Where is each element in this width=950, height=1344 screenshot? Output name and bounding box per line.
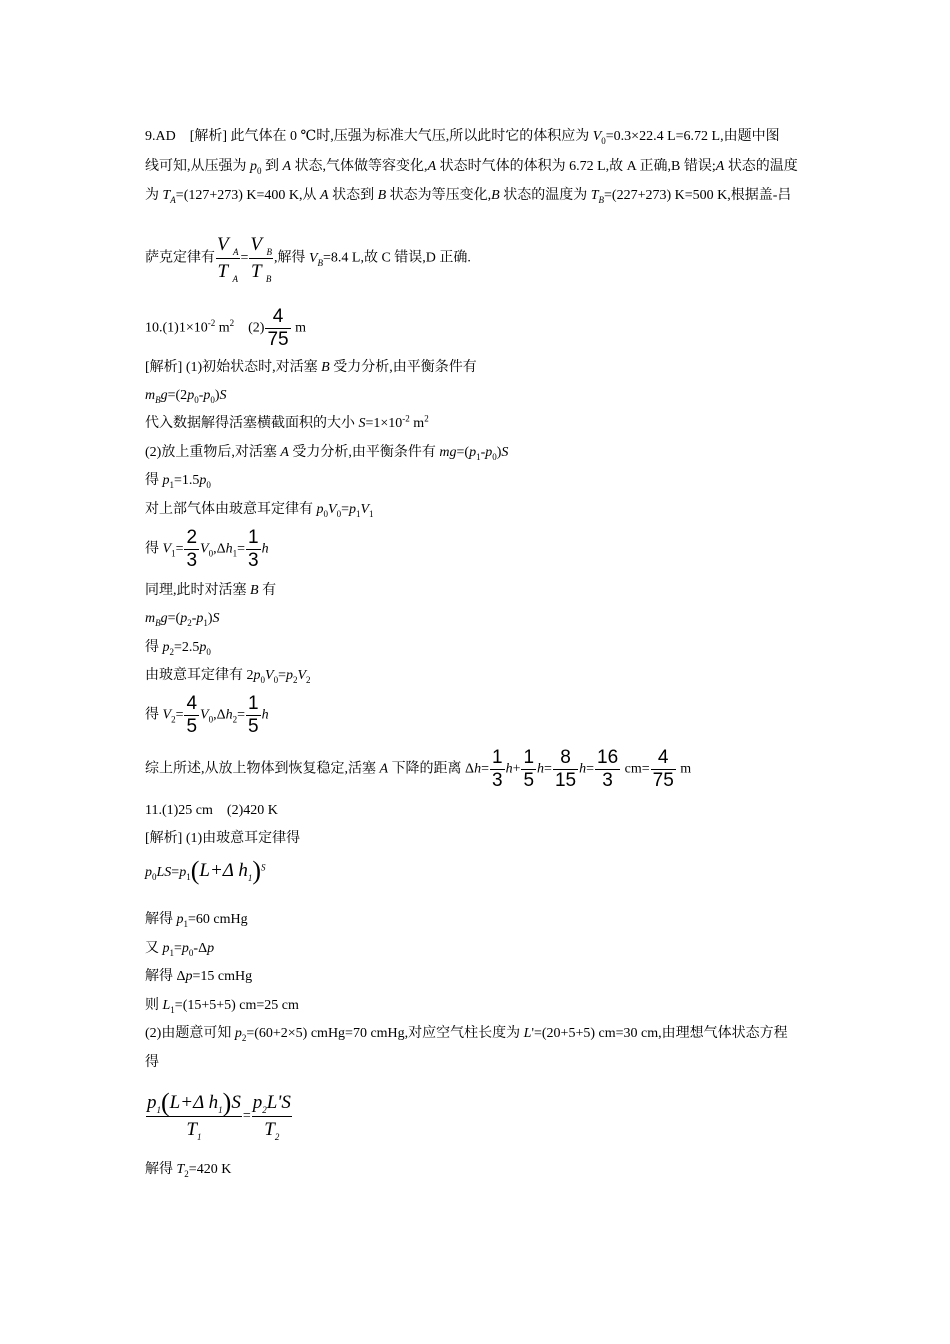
q10-boyle-upper: 对上部气体由玻意耳定律有 $p_0V_0=p_1V_1$ <box>145 502 374 519</box>
q11-answer: 11.(1)25 cm (2)420 K <box>145 803 278 818</box>
fraction-right: $\frac{p_2L'S}{T_2}$ <box>252 1092 291 1142</box>
q10-part2: (2)放上重物后,对活塞 A 受力分析,由平衡条件有 $mg=(p_1-p_0)S$ <box>145 445 509 462</box>
q11-solve-dp: 解得 Δp=15 cmHg <box>145 969 253 984</box>
q10-answer: $10.(1)1\times 10^{-2}$ $m^2$ (2) $\frac{4}{75}$ m <box>145 306 306 350</box>
q11-eq1: $p_0LS=p_1(L+\Delta$ $h_1)^S$ <box>145 856 266 885</box>
q11-then: 则 $L_1=(15+5+5)$ cm=25 cm <box>145 998 299 1015</box>
q11-also: 又 $p_1=p_0-\Delta p$ <box>145 941 215 958</box>
q9-line-4: 萨克定律有 $\frac{V _A}{T _A}$ = $\frac{V _B}{T _B}$ ,解得 $V_B=8.4$ L,故 C 错误,D 正确. <box>145 234 471 284</box>
q11-part2-line1: (2)由题意可知 $p_2=(60+2\times 5)$ cmHg=70 cmHg,对应空气柱长度为 L'=(20+5+5) cm=30 cm,由理想气体状态方程 <box>145 1026 788 1043</box>
q10-eq1: $m_Bg=(2p_0-p_0)S$ <box>145 388 227 405</box>
q10-analysis-title: [解析] (1)初始状态时,对活塞 B 受力分析,由平衡条件有 <box>145 360 477 375</box>
q10-p2: 得 $p_2=2.5p_0$ <box>145 640 211 657</box>
q9-line-3: 为 $T_A=(127+273)$ K=400 K,从 A 状态到 B 状态为等压变化,B 状态的温度为 $T_B=(227+273)$ K=500 K,根据盖-吕 <box>145 188 792 205</box>
q10-v2: 得 $V_2=$ $\frac{4}{5}$ $V_0,\Delta h_2=$ $\frac{1}{5}$ h <box>145 693 269 737</box>
q10-summary: 综上所述,从放上物体到恢复稳定,活塞 A 下降的距离 Δh= $\frac{1}{3}$ h+ $\frac{1}{5}$ h= $\frac{8}{15}$ h= $\frac{16}{3}$ cm= $\frac{4}{75}$ m <box>145 747 692 791</box>
q10-eq2: $m_Bg=(p_2-p_1)S$ <box>145 611 220 628</box>
q10-sub1: 代入数据解得活塞横截面积的大小 $S=1\times 10^{-2}$ $m^2$ <box>145 413 429 431</box>
q10-v1: 得 $V_1=$ $\frac{2}{3}$ $V_0,\Delta h_1=$ $\frac{1}{3}$ h <box>145 527 269 571</box>
fraction-va-ta: $\frac{V _A}{T _A}$ <box>217 234 239 284</box>
q11-eq2: $\frac{p_1(L+\Delta h_1)S}{T_1}$ = $\frac{p_2L'S}{T_2}$ <box>147 1088 291 1142</box>
q11-part2-line2: 得 <box>145 1055 159 1070</box>
fraction-left: $\frac{p_1(L+\Delta h_1)S}{T_1}$ <box>147 1088 241 1142</box>
q10-similarly: 同理,此时对活塞 B 有 <box>145 583 277 598</box>
q11-solve-p1: 解得 $p_1=60$ cmHg <box>145 912 248 929</box>
q9-line-2: 线可知,从压强为 $p_0$ 到 A 状态,气体做等容变化,A 状态时气体的体积为 6.72 L,故 A 正确,B 错误;A 状态的温度 <box>145 159 798 176</box>
q10-p1: 得 $p_1=1.5p_0$ <box>145 473 211 490</box>
q11-result: 解得 $T_2=420$ K <box>145 1162 232 1179</box>
q11-analysis-title: [解析] (1)由玻意耳定律得 <box>145 831 301 846</box>
q10-boyle2: 由玻意耳定律有 $2p_0V_0=p_2V_2$ <box>145 668 311 685</box>
q9-line-1: 9.AD [解析] 此气体在 0 ℃时,压强为标准大气压,所以此时它的体积应为 $V_0=0.3\times 22.4$ L=6.72 L,由题中图 <box>145 129 780 146</box>
fraction-vb-tb: $\frac{V _B}{T _B}$ <box>250 234 272 284</box>
